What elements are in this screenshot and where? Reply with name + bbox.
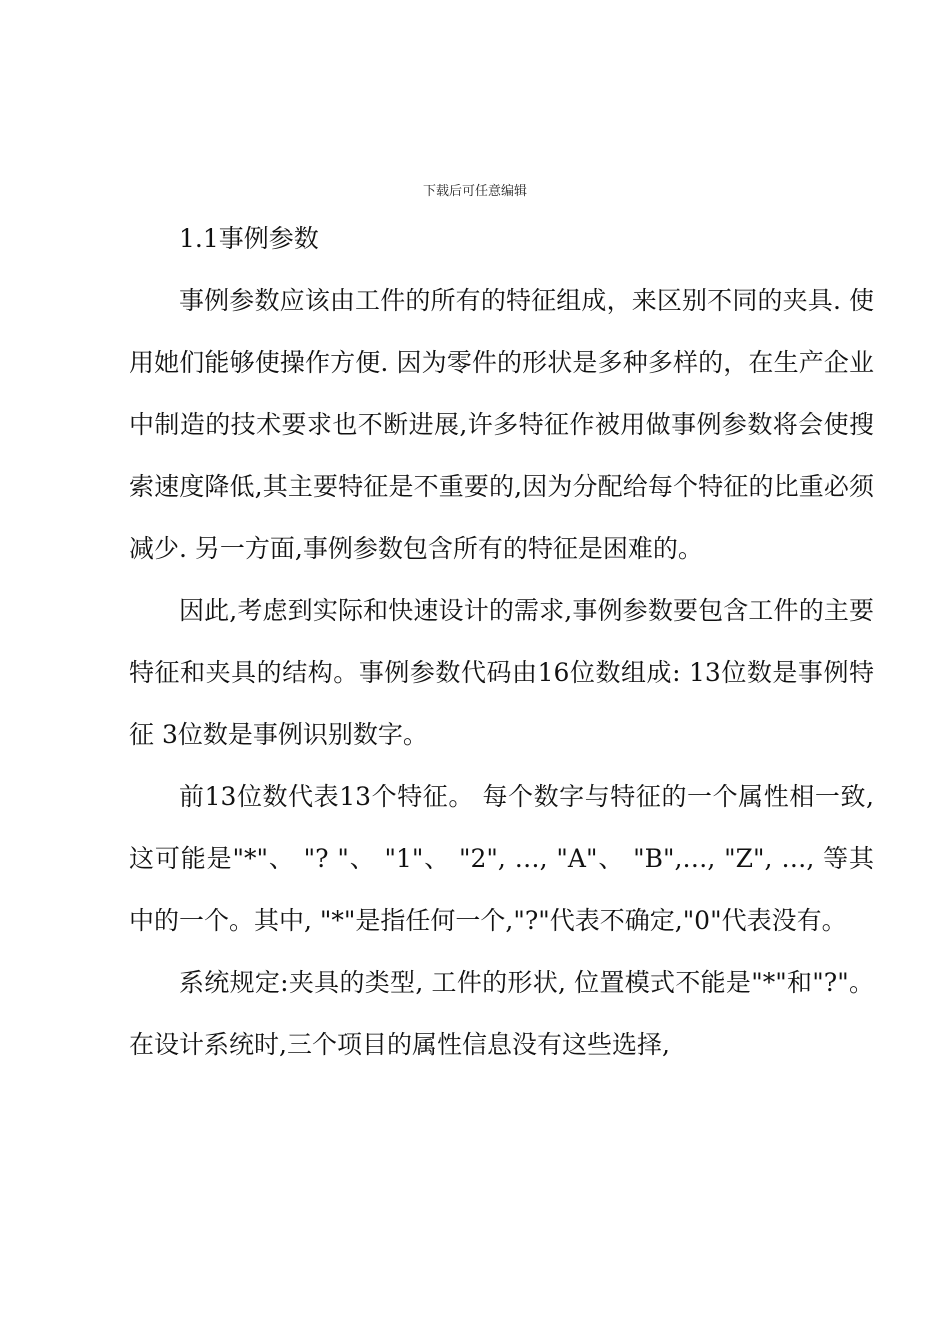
paragraph-case-parameters: 事例参数应该由工件的所有的特征组成，来区别不同的夹具. 使用她们能够使操作方便. 因为零件的形状是多种多样的，在生产企业中制造的技术要求也不断进展,许多特征作被用做事例参数将会使搜索速度降低,其主要特征是不重要的,因为分配给每个特征的比重必须减少. 另一方面,事例参数包含所有的特征是困难的。 (129, 286, 874, 563)
document-body (129, 208, 874, 1076)
section-heading: 1.1事例参数 (179, 224, 319, 253)
paragraph-feature-codes: 前13位数代表13个特征。 每个数字与特征的一个属性相一致,这可能是"*"、 "? "、 "1"、 "2", …, "A"、 "B",…, "Z", …, 等其中的一个。其中, "*"是指任何一个,"?"代表不确定,"0"代表没有。 (129, 782, 874, 935)
paragraph-system-rules: 系统规定:夹具的类型, 工件的形状, 位置模式不能是"*"和"?"。在设计系统时,三个项目的属性信息没有这些选择, (129, 968, 874, 1059)
page-header-note: 下载后可任意编辑 (422, 184, 527, 199)
paragraph-design-needs: 因此,考虑到实际和快速设计的需求,事例参数要包含工件的主要特征和夹具的结构。事例参数代码由16位数组成: 13位数是事例特征 3位数是事例识别数字。 (129, 596, 874, 749)
